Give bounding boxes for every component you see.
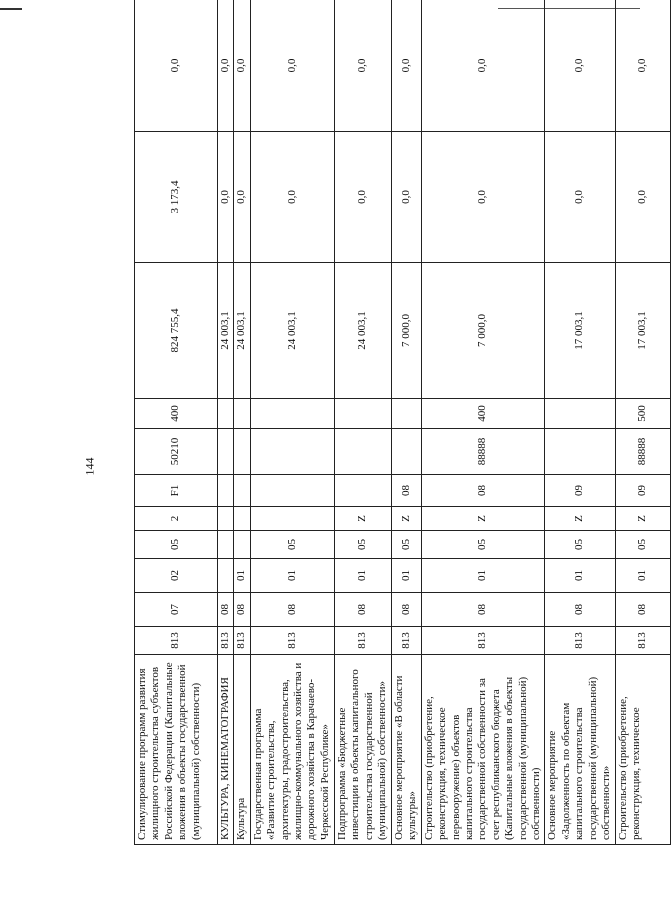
row-name: Государственная программа «Развитие строительства, архитектуры, градостроительства, жилищно-коммунального хозяйства и дорожного хозяйства в Карачаево-Черкесской Республике» bbox=[250, 655, 334, 845]
cell-amount-3: 0,0 bbox=[218, 0, 234, 132]
cell-rz: 08 bbox=[218, 593, 234, 627]
row-name: Строительство (приобретение, реконструкция, техническое bbox=[615, 655, 670, 845]
cell-activity: 09 bbox=[545, 475, 615, 507]
table-row bbox=[391, 0, 421, 845]
cell-amount-1: 24 003,1 bbox=[218, 263, 234, 399]
cell-program: 05 bbox=[421, 531, 545, 559]
cell-vr: 400 bbox=[421, 399, 545, 429]
rotated-page-area bbox=[134, 0, 648, 900]
cell-amount-1: 7 000,0 bbox=[391, 263, 421, 399]
row-name: КУЛЬТУРА, КИНЕМАТОГРАФИЯ bbox=[218, 655, 234, 845]
cell-direction bbox=[218, 429, 234, 475]
cell-vr bbox=[218, 399, 234, 429]
cell-direction: 88888 bbox=[421, 429, 545, 475]
cell-amount-1: 24 003,1 bbox=[234, 263, 250, 399]
cell-amount-3: 0,0 bbox=[334, 0, 391, 132]
row-name: Строительство (приобретение, реконструкция, техническое перевооружение) объектов капитального строительства государственной собственности за счет республиканского бюджета (Капитальные вложения в объекты государственной (муниципальной) собственности) bbox=[421, 655, 545, 845]
table-row bbox=[135, 0, 218, 845]
cell-activity: 09 bbox=[615, 475, 670, 507]
cell-activity: 08 bbox=[421, 475, 545, 507]
cell-pr: 01 bbox=[234, 559, 250, 593]
cell-activity bbox=[250, 475, 334, 507]
cell-program: 05 bbox=[545, 531, 615, 559]
row-name: Культура bbox=[234, 655, 250, 845]
cell-ved: 813 bbox=[334, 627, 391, 655]
cell-ved: 813 bbox=[545, 627, 615, 655]
cell-ved: 813 bbox=[615, 627, 670, 655]
cell-program: 05 bbox=[135, 531, 218, 559]
cell-rz: 08 bbox=[615, 593, 670, 627]
cell-pr: 01 bbox=[615, 559, 670, 593]
cell-rz: 08 bbox=[391, 593, 421, 627]
cell-vr bbox=[250, 399, 334, 429]
cell-vr bbox=[234, 399, 250, 429]
cell-amount-1: 24 003,1 bbox=[250, 263, 334, 399]
cell-subprogram bbox=[234, 507, 250, 531]
budget-table bbox=[134, 0, 671, 845]
cell-direction bbox=[545, 429, 615, 475]
table-row bbox=[218, 0, 234, 845]
cell-activity bbox=[234, 475, 250, 507]
cell-program bbox=[218, 531, 234, 559]
cell-pr: 01 bbox=[545, 559, 615, 593]
table-row bbox=[234, 0, 250, 845]
cell-vr bbox=[545, 399, 615, 429]
cell-activity: F1 bbox=[135, 475, 218, 507]
cell-rz: 08 bbox=[250, 593, 334, 627]
cell-direction: 88888 bbox=[615, 429, 670, 475]
cell-amount-3: 0,0 bbox=[615, 0, 670, 132]
cell-ved: 813 bbox=[234, 627, 250, 655]
cell-subprogram: Z bbox=[615, 507, 670, 531]
cell-program bbox=[234, 531, 250, 559]
cell-ved: 813 bbox=[391, 627, 421, 655]
table-row bbox=[421, 0, 545, 845]
cell-vr: 400 bbox=[135, 399, 218, 429]
cell-amount-3: 0,0 bbox=[545, 0, 615, 132]
cell-amount-2: 0,0 bbox=[421, 132, 545, 263]
page-number-text: 144 bbox=[82, 457, 97, 475]
cell-pr: 01 bbox=[334, 559, 391, 593]
cell-ved: 813 bbox=[421, 627, 545, 655]
cell-amount-1: 24 003,1 bbox=[334, 263, 391, 399]
cell-amount-2: 0,0 bbox=[545, 132, 615, 263]
table-row bbox=[615, 0, 670, 845]
cell-amount-3: 0,0 bbox=[250, 0, 334, 132]
cell-amount-2: 0,0 bbox=[334, 132, 391, 263]
table-row bbox=[250, 0, 334, 845]
cell-amount-1: 824 755,4 bbox=[135, 263, 218, 399]
cell-program: 05 bbox=[615, 531, 670, 559]
cell-vr bbox=[334, 399, 391, 429]
cell-pr: 01 bbox=[250, 559, 334, 593]
cell-amount-1: 7 000,0 bbox=[421, 263, 545, 399]
cell-amount-3: 0,0 bbox=[391, 0, 421, 132]
cell-pr: 02 bbox=[135, 559, 218, 593]
cell-amount-2: 0,0 bbox=[250, 132, 334, 263]
cell-pr bbox=[218, 559, 234, 593]
cell-rz: 08 bbox=[421, 593, 545, 627]
cell-rz: 08 bbox=[334, 593, 391, 627]
cell-amount-2: 0,0 bbox=[391, 132, 421, 263]
row-name: Основное мероприятие «Задолженность по объектам капитального строительства государственной (муниципальной) собственности» bbox=[545, 655, 615, 845]
row-name: Основное мероприятие «В области культуры» bbox=[391, 655, 421, 845]
cell-direction bbox=[334, 429, 391, 475]
cell-subprogram: 2 bbox=[135, 507, 218, 531]
cell-subprogram bbox=[218, 507, 234, 531]
page-number bbox=[80, 446, 100, 486]
cell-ved: 813 bbox=[250, 627, 334, 655]
cell-direction bbox=[234, 429, 250, 475]
cell-amount-2: 3 173,4 bbox=[135, 132, 218, 263]
row-name: Стимулирование программ развития жилищного строительства субъектов Российской Федерации (Капитальные вложения в объекты государственной (муниципальной) собственности) bbox=[135, 655, 218, 845]
cell-ved: 813 bbox=[135, 627, 218, 655]
cell-amount-2: 0,0 bbox=[234, 132, 250, 263]
row-name: Подпрограмма «Бюджетные инвестиции в объекты капитального строительства государственной (муниципальной) собственности» bbox=[334, 655, 391, 845]
cell-ved: 813 bbox=[218, 627, 234, 655]
cell-vr: 500 bbox=[615, 399, 670, 429]
cell-rz: 08 bbox=[234, 593, 250, 627]
cell-rz: 07 bbox=[135, 593, 218, 627]
cell-amount-2: 0,0 bbox=[218, 132, 234, 263]
cell-subprogram bbox=[250, 507, 334, 531]
cell-amount-3: 0,0 bbox=[421, 0, 545, 132]
cell-amount-3: 0,0 bbox=[135, 0, 218, 132]
cell-amount-2: 0,0 bbox=[615, 132, 670, 263]
budget-table-rotated bbox=[134, 0, 648, 845]
cell-program: 05 bbox=[334, 531, 391, 559]
cell-direction bbox=[250, 429, 334, 475]
cell-amount-1: 17 003,1 bbox=[615, 263, 670, 399]
cell-subprogram: Z bbox=[334, 507, 391, 531]
cell-program: 05 bbox=[391, 531, 421, 559]
scan-edge-mark bbox=[0, 8, 22, 10]
table-row bbox=[334, 0, 391, 845]
cell-subprogram: Z bbox=[391, 507, 421, 531]
cell-program: 05 bbox=[250, 531, 334, 559]
cell-direction: 50210 bbox=[135, 429, 218, 475]
cell-activity bbox=[334, 475, 391, 507]
cell-pr: 01 bbox=[391, 559, 421, 593]
cell-vr bbox=[391, 399, 421, 429]
cell-activity bbox=[218, 475, 234, 507]
cell-rz: 08 bbox=[545, 593, 615, 627]
cell-direction bbox=[391, 429, 421, 475]
cell-amount-1: 17 003,1 bbox=[545, 263, 615, 399]
table-row bbox=[545, 0, 615, 845]
cell-pr: 01 bbox=[421, 559, 545, 593]
cell-subprogram: Z bbox=[545, 507, 615, 531]
cell-activity: 08 bbox=[391, 475, 421, 507]
cell-amount-3: 0,0 bbox=[234, 0, 250, 132]
cell-subprogram: Z bbox=[421, 507, 545, 531]
